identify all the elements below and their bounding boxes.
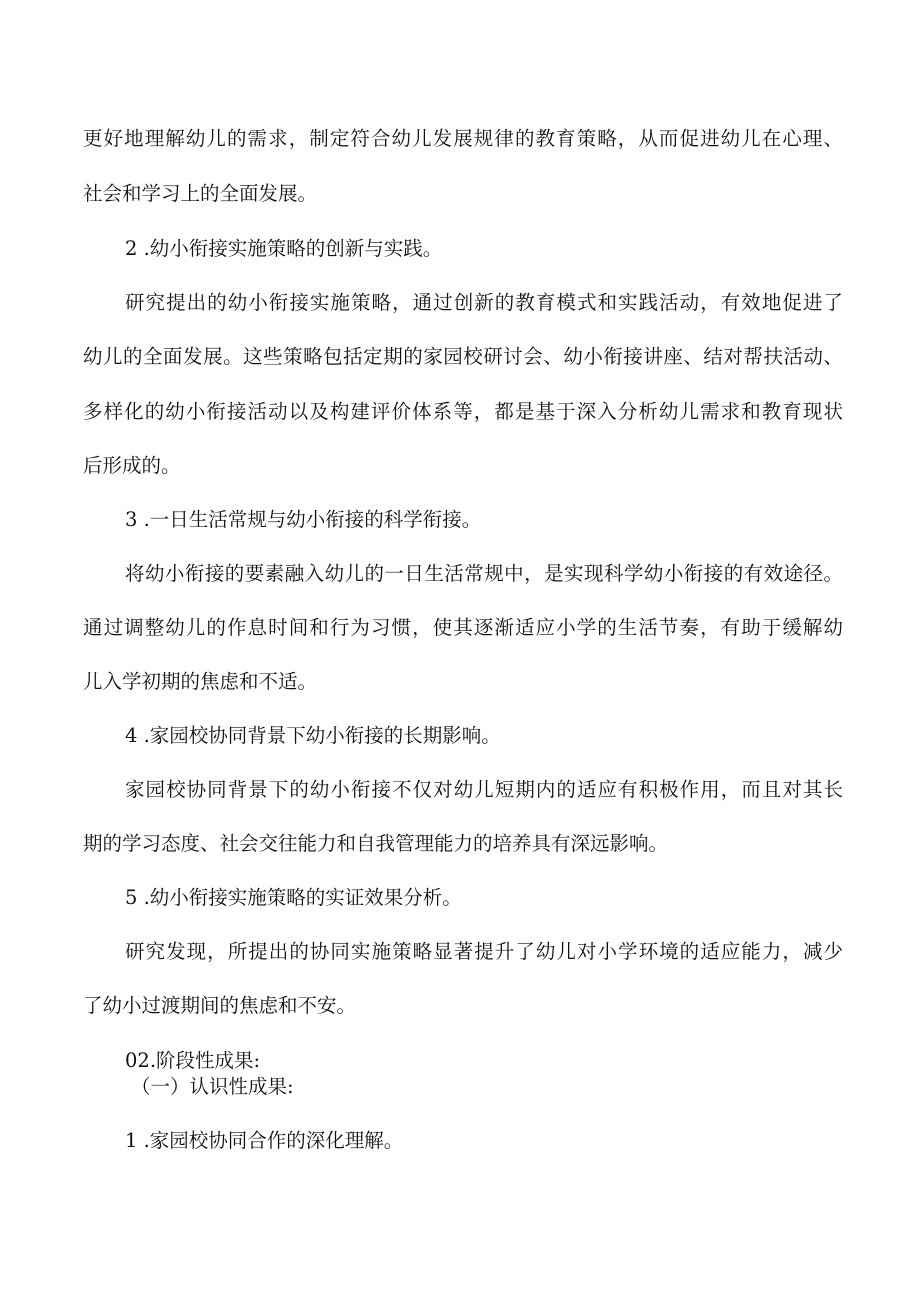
section-heading: 1 .家园校协同合作的深化理解。 <box>125 1129 404 1152</box>
paragraph-line: 多样化的幼小衔接活动以及构建评价体系等，都是基于深入分析幼儿需求和教育现状 <box>83 400 843 423</box>
section-heading: 4 .家园校协同背景下幼小衔接的长期影响。 <box>125 724 501 747</box>
stage-results-heading: 02.阶段性成果: <box>125 1049 261 1072</box>
section-heading: 2 .幼小衔接实施策略的创新与实践。 <box>125 237 443 260</box>
paragraph-line: 幼儿的全面发展。这些策略包括定期的家园校研讨会、幼小衔接讲座、结对帮扶活动、 <box>83 345 843 368</box>
section-heading: 5 .幼小衔接实施策略的实证效果分析。 <box>125 886 462 909</box>
paragraph-line: 后形成的。 <box>83 454 181 477</box>
subsection-heading: （一）认识性成果: <box>131 1075 294 1098</box>
paragraph-line: 儿入学初期的焦虑和不适。 <box>83 670 318 693</box>
paragraph-line: 了幼小过渡期间的焦虑和不安。 <box>83 994 357 1017</box>
paragraph-line: 通过调整幼儿的作息时间和行为习惯，使其逐渐适应小学的生活节奏，有助于缓解幼 <box>83 616 843 639</box>
paragraph-line: 更好地理解幼儿的需求，制定符合幼儿发展规律的教育策略，从而促进幼儿在心理、 <box>83 127 843 150</box>
paragraph-line: 研究发现，所提出的协同实施策略显著提升了幼儿对小学环境的适应能力，减少 <box>125 940 843 963</box>
paragraph-line: 家园校协同背景下的幼小衔接不仅对幼儿短期内的适应有积极作用，而且对其长 <box>125 778 843 801</box>
paragraph-line: 期的学习态度、社会交往能力和自我管理能力的培养具有深远影响。 <box>83 832 669 855</box>
paragraph-line: 将幼小衔接的要素融入幼儿的一日生活常规中，是实现科学幼小衔接的有效途径。 <box>125 562 843 585</box>
paragraph-line: 社会和学习上的全面发展。 <box>83 182 318 205</box>
paragraph-line: 研究提出的幼小衔接实施策略，通过创新的教育模式和实践活动，有效地促进了 <box>125 291 843 314</box>
section-heading: 3 .一日生活常规与幼小衔接的科学衔接。 <box>125 508 482 531</box>
